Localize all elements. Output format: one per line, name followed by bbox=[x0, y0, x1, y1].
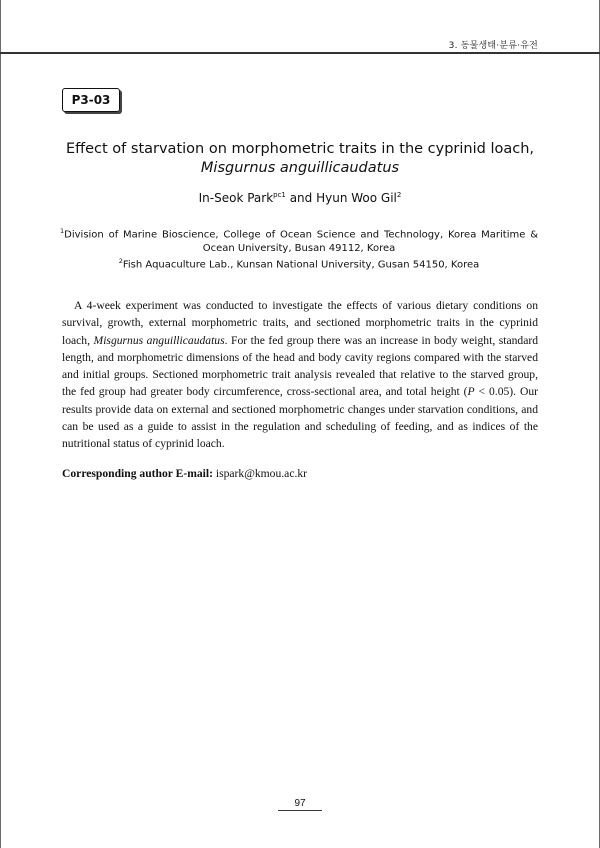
abstract-p-symbol: P bbox=[467, 385, 475, 399]
author-list bbox=[40, 191, 560, 205]
affiliation-2 bbox=[60, 255, 538, 272]
corresponding-email: ispark@kmou.ac.kr bbox=[215, 467, 308, 480]
affiliation-text: Fish Aquaculture Lab., Kunsan National University, Gusan 54150, Korea bbox=[122, 259, 480, 271]
poster-code-badge: P3-03 bbox=[62, 88, 120, 112]
page-frame-left bbox=[0, 0, 1, 848]
title-species-name: Misgurnus anguillicaudatus bbox=[200, 160, 400, 176]
abstract-text: A 4-week experiment was conducted to investigate the effects of various dietary conditions on survival, growth, external morphometric traits, and sectioned morphometric traits in the cyprinid loach, bbox=[62, 299, 538, 347]
affiliation-number: 2 bbox=[118, 257, 123, 266]
author-superscript: 2 bbox=[396, 191, 402, 199]
affiliations bbox=[60, 225, 538, 272]
abstract-species-name: Misgurnus anguillicaudatus bbox=[93, 333, 225, 347]
paper-title bbox=[40, 140, 560, 178]
affiliation-1 bbox=[60, 225, 538, 255]
author-name: Hyun Woo Gil bbox=[316, 191, 397, 205]
corresponding-author bbox=[62, 467, 307, 480]
page-number: 97 bbox=[294, 798, 306, 809]
title-line-1: Effect of starvation on morphometric traits in the cyprinid loach, bbox=[65, 141, 535, 157]
section-label: 3. 동물생태·분류·유전 bbox=[448, 41, 538, 51]
abstract-text: . For the fed group there was an increase in body weight, standard length, and morphometric dimensions of the head and body cavity regions compared with the starved and initial groups. Sectioned morphometric trait analysis revealed that relative to the starved group, the fed group had greater body circumference, cross-sectional area, and total height ( bbox=[62, 333, 539, 399]
affiliation-text: Division of Marine Bioscience, College of Ocean Science and Technology, Korea Maritime & Ocean University, Busan 49112, Korea bbox=[64, 229, 538, 254]
abstract bbox=[62, 297, 538, 453]
affiliation-number: 1 bbox=[60, 227, 65, 235]
abstract-text: < 0.05). Our results provide data on external and sectioned morphometric changes under starvation conditions, and can be used as a guide to assist in the regulation and scheduling of feeding, and as indices of the nutritional status of cyprinid loach. bbox=[62, 385, 538, 451]
author-name: In-Seok Park bbox=[198, 191, 274, 205]
header-rule bbox=[0, 52, 600, 54]
page-number-underline bbox=[278, 810, 322, 811]
corresponding-label: Corresponding author E-mail: bbox=[62, 467, 213, 480]
author-superscript: pc1 bbox=[273, 191, 286, 199]
author-connector: and bbox=[285, 191, 317, 205]
